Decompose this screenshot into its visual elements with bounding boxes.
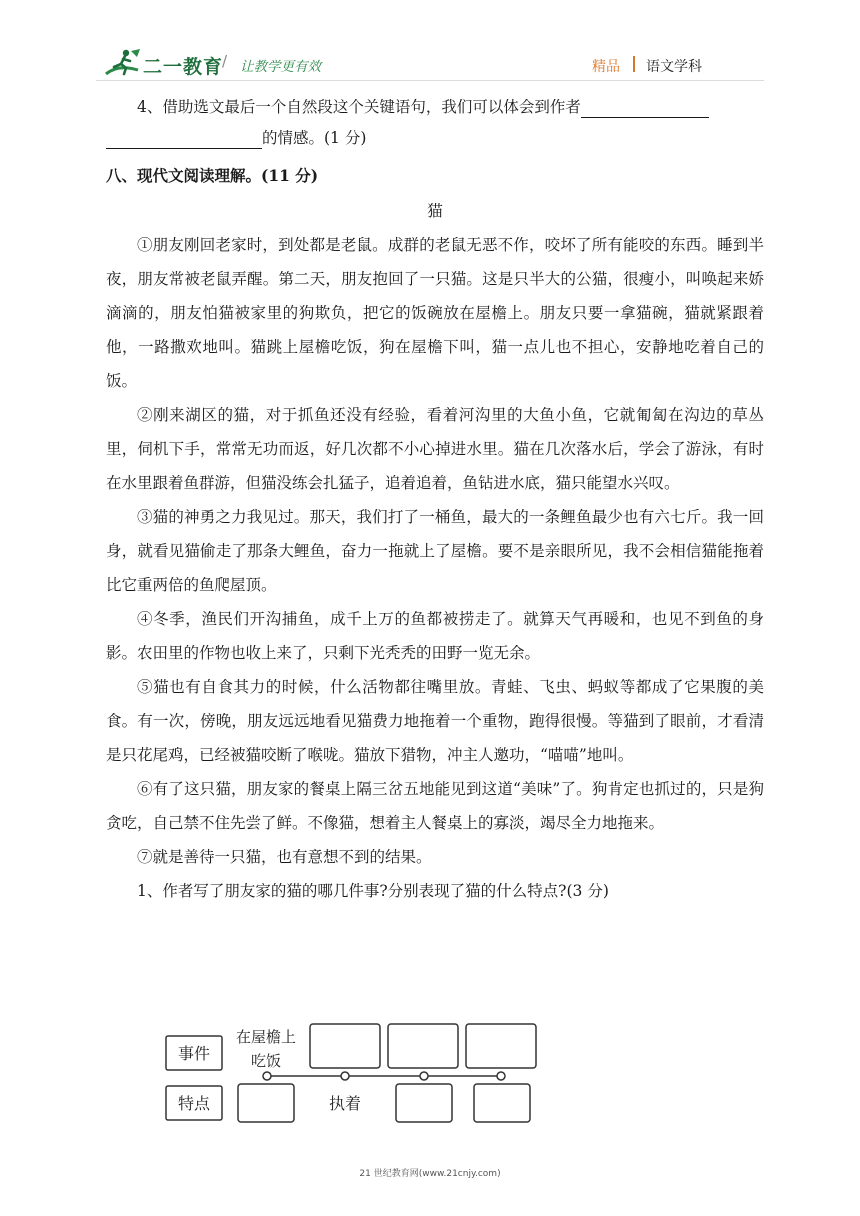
timeline-node-3 bbox=[420, 1072, 428, 1080]
events-row-label: 事件 bbox=[177, 1044, 211, 1063]
paragraph-2: ②刚来湖区的猫，对于抓鱼还没有经验，看着河沟里的大鱼小鱼，它就匍匐在沟边的草丛里，伺机下手，常常无功而返，好几次都不小心掉进水里。猫在几次落水后，学会了游泳，有时在水里跟着鱼群游，但猫没练会扎猛子，追着追着，鱼钻进水底，猫只能望水兴叹。 bbox=[106, 406, 764, 492]
document-body bbox=[106, 92, 764, 908]
question-1: 1、作者写了朋友家的猫的哪几件事?分别表现了猫的什么特点?(3 分) bbox=[137, 882, 609, 900]
question-4-text: 4、借助选文最后一个自然段这个关键语句，我们可以体会到作者 bbox=[137, 98, 581, 116]
subject-label: 语文学科 bbox=[646, 59, 702, 75]
event-1-line-1: 在屋檐上 bbox=[235, 1028, 297, 1046]
timeline-node-4 bbox=[497, 1072, 505, 1080]
question-4-tail: 的情感。(1 分) bbox=[262, 129, 367, 147]
paragraph-5: ⑤猫也有自食其力的时候，什么活物都往嘴里放。青蛙、飞虫、蚂蚁等都成了它果腹的美食。有一次，傍晚，朋友远远地看见猫费力地拖着一个重物，跑得很慢。等猫到了眼前，才看清是只花尾鸡，已经被猫咬断了喉咙。猫放下猎物，冲主人邀功，“喵喵”地叫。 bbox=[106, 678, 764, 764]
trait-1-box[interactable] bbox=[238, 1084, 294, 1122]
article-paragraphs bbox=[106, 228, 764, 908]
timeline-node-1 bbox=[263, 1072, 271, 1080]
trait-4-box[interactable] bbox=[474, 1084, 530, 1122]
question-4-continued bbox=[106, 123, 764, 154]
trait-3-box[interactable] bbox=[396, 1084, 452, 1122]
paragraph-6: ⑥有了这只猫，朋友家的餐桌上隔三岔五地能见到这道“美味”了。狗肯定也抓过的，只是狗贪吃，自己禁不住先尝了鲜。不像猫，想着主人餐桌上的寡淡，竭尽全力地拖来。 bbox=[106, 780, 764, 832]
event-4-box[interactable] bbox=[466, 1024, 536, 1068]
event-2-box[interactable] bbox=[310, 1024, 380, 1068]
trait-2-text: 执着 bbox=[328, 1094, 362, 1113]
page-header bbox=[0, 0, 860, 88]
traits-row-label: 特点 bbox=[177, 1094, 211, 1113]
event-trait-diagram bbox=[150, 1014, 550, 1126]
question-4 bbox=[106, 92, 764, 123]
premium-label: 精品 bbox=[592, 59, 620, 75]
answer-blank-1[interactable] bbox=[581, 99, 709, 118]
timeline-node-2 bbox=[341, 1072, 349, 1080]
page-footer: 21 世纪教育网(www.21cnjy.com) bbox=[359, 1169, 501, 1179]
event-3-box[interactable] bbox=[388, 1024, 458, 1068]
header-divider bbox=[633, 56, 635, 72]
paragraph-4: ④冬季，渔民们开沟捕鱼，成千上万的鱼都被捞走了。就算天气再暖和，也见不到鱼的身影。农田里的作物也收上来了，只剩下光秃秃的田野一览无余。 bbox=[106, 610, 764, 662]
paragraph-7: ⑦就是善待一只猫，也有意想不到的结果。 bbox=[137, 848, 432, 866]
section-8-title: 八、现代文阅读理解。(11 分) bbox=[106, 166, 319, 185]
paragraph-3: ③猫的神勇之力我见过。那天，我们打了一桶鱼，最大的一条鲤鱼最少也有六七斤。我一回身，就看见猫偷走了那条大鲤鱼，奋力一拖就上了屋檐。要不是亲眼所见，我不会相信猫能拖着比它重两倍的鱼爬屋顶。 bbox=[106, 508, 764, 594]
paragraph-1: ①朋友刚回老家时，到处都是老鼠。成群的老鼠无恶不作，咬坏了所有能咬的东西。睡到半夜，朋友常被老鼠弄醒。第二天，朋友抱回了一只猫。这是只半大的公猫，很瘦小，叫唤起来娇滴滴的，朋友怕猫被家里的狗欺负，把它的饭碗放在屋檐上。朋友只要一拿猫碗，猫就紧跟着他，一路撒欢地叫。猫跳上屋檐吃饭，狗在屋檐下叫，猫一点儿也不担心，安静地吃着自己的饭。 bbox=[106, 236, 764, 390]
brand-name: 二一教育 bbox=[143, 56, 224, 78]
header-rule bbox=[96, 80, 764, 81]
answer-blank-2[interactable] bbox=[106, 130, 262, 149]
runner-logo-icon bbox=[104, 48, 144, 78]
event-1-line-2: 吃饭 bbox=[250, 1052, 282, 1070]
article-title: 猫 bbox=[427, 202, 443, 220]
brand-slogan: 让教学更有效 bbox=[240, 59, 321, 75]
header-slash: / bbox=[222, 52, 228, 70]
